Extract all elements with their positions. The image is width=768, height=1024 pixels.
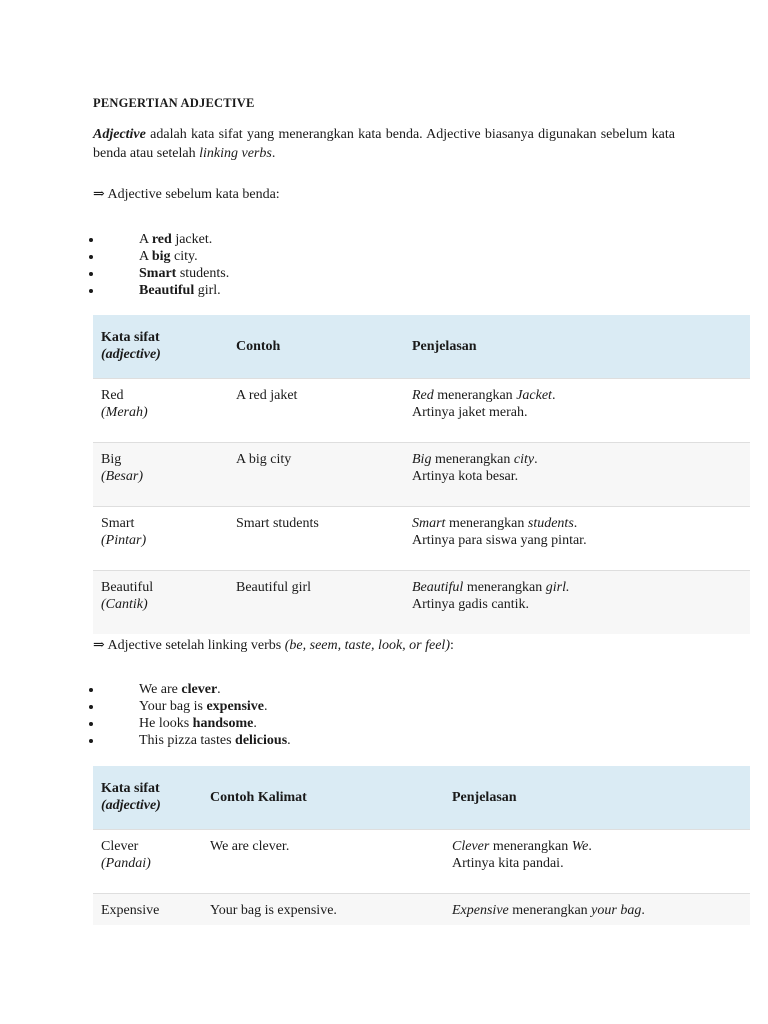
page-heading: PENGERTIAN ADJECTIVE xyxy=(93,96,255,110)
list-item: We are clever. xyxy=(93,681,291,698)
header-contoh-kalimat: Contoh Kalimat xyxy=(202,766,444,829)
table-row: Beautiful (Cantik) Beautiful girl Beautiful menerangkan girl. Artinya gadis cantik. xyxy=(93,570,750,634)
intro-term: Adjective xyxy=(93,127,146,142)
header-penjelasan: Penjelasan xyxy=(404,315,750,378)
header-penjelasan: Penjelasan xyxy=(444,766,750,829)
section1-heading xyxy=(93,186,280,203)
table-row: Clever (Pandai) We are clever. Clever menerangkan We. Artinya kita pandai. xyxy=(93,829,750,893)
arrow-icon: ⇒ xyxy=(93,638,105,653)
adjective-before-noun-table xyxy=(93,315,750,634)
intro-text: adalah kata sifat yang menerangkan kata benda. Adjective biasanya digunakan sebelum kata benda atau setelah xyxy=(93,127,675,161)
list-item: This pizza tastes delicious. xyxy=(93,732,291,749)
table-header-row xyxy=(93,315,750,378)
arrow-icon: ⇒ xyxy=(93,187,105,202)
section2-heading: ⇒ Adjective setelah linking verbs (be, seem, taste, look, or feel): xyxy=(93,638,454,653)
table-header-row xyxy=(93,766,750,829)
intro-linking-verbs: linking verbs xyxy=(199,146,272,161)
section2-bullet-list xyxy=(93,681,291,749)
section2-title-verbs: (be, seem, taste, look, or feel) xyxy=(284,638,450,653)
section1-title: Adjective sebelum kata benda: xyxy=(104,187,280,202)
intro-paragraph xyxy=(93,125,675,163)
header-kata-sifat: Kata sifat (adjective) xyxy=(93,315,228,378)
table-row: Expensive Your bag is expensive. Expensive menerangkan your bag. xyxy=(93,893,750,925)
header-contoh: Contoh xyxy=(228,315,404,378)
section2-title: Adjective setelah linking verbs xyxy=(104,638,285,653)
adjective-after-linking-verbs-table xyxy=(93,766,750,925)
header-kata-sifat: Kata sifat (adjective) xyxy=(93,766,202,829)
list-item: Smart students. xyxy=(93,265,229,282)
table-row: Big (Besar) A big city Big menerangkan city. Artinya kota besar. xyxy=(93,442,750,506)
list-item: Beautiful girl. xyxy=(93,282,229,299)
list-item: A big city. xyxy=(93,248,229,265)
list-item: A red jacket. xyxy=(93,231,229,248)
list-item: He looks handsome. xyxy=(93,715,291,732)
list-item: Your bag is expensive. xyxy=(93,698,291,715)
section1-bullet-list xyxy=(93,231,229,299)
table-row: Red (Merah) A red jaket Red menerangkan Jacket. Artinya jaket merah. xyxy=(93,378,750,442)
table-row: Smart (Pintar) Smart students Smart menerangkan students. Artinya para siswa yang pintar. xyxy=(93,506,750,570)
intro-end: . xyxy=(271,146,276,161)
